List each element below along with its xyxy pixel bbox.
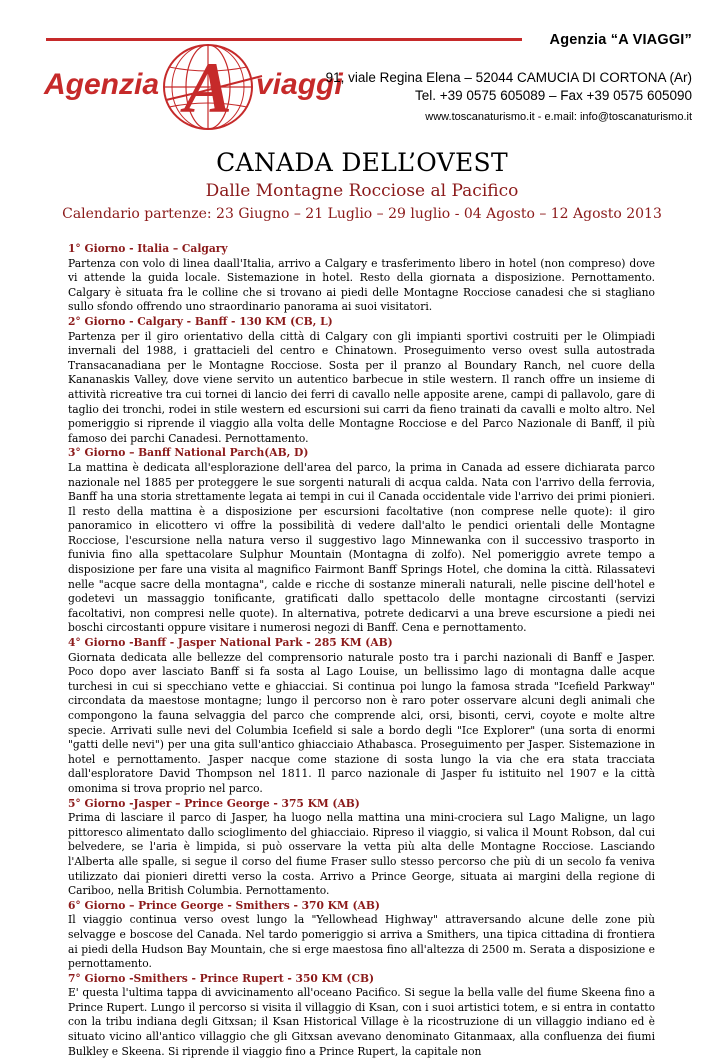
day-title: 4° Giorno -Banff - Jasper National Park - 285 KM (AB)	[68, 636, 393, 650]
itinerary-day	[68, 242, 655, 315]
departure-calendar: Calendario partenze: 23 Giugno – 21 Luglio – 29 luglio - 04 Agosto – 12 Agosto 2013	[62, 206, 662, 222]
itinerary	[68, 242, 655, 1059]
day-description: Prima di lasciare il parco di Jasper, ha luogo nella mattina una mini-crociera sul Lago Maligne, un lago pittoresco alimentato dallo scioglimento del ghiacciaio. Ripreso il viaggio, si valica il Mount Robson, dal cui belvedere, se l'aria è limpida, si può osservare la vetta più alta delle Montagne Rocciose. Lasciando l'Alberta alle spalle, si segue il corso del fiume Fraser sullo stesso percorso che più di un secolo fa veniva utilizzato dai pionieri diretti verso la costa. Arrivo a Prince George, situata ai margini della regione di Cariboo, nella British Columbia. Pernottamento.	[68, 811, 655, 898]
day-description: Giornata dedicata alle bellezze del comprensorio naturale posto tra i parchi nazionali di Banff e Jasper. Poco dopo aver lasciato Banff si fa sosta al Lago Louise, un bellissimo lago di montagna dalle acque turchesi in cui si specchiano vette e ghiacciai. Si continua poi lungo la famosa strada "Icefield Parkway" circondata da maestose montagne; lungo il percorso non è raro poter osservare alcuni degli animali che compongono la fauna selvaggia del parco che comprende alci, orsi, bisonti, cervi, coyote e molte altre specie. Arrivati sulle nevi del Columbia Icefield si sale a bordo degli "Ice Explorer" (una sorta di enormi "gatti delle nevi") per una gita sull'antico ghiacciaio Athabasca. Proseguimento per Jasper. Sistemazione in hotel e pernottamento. Jasper nacque come stazione di sosta lungo la via che era stata tracciata dall'esploratore David Thompson nel 1811. Il parco nazionale di Jasper fu istituito nel 1907 e la città omonima si trova proprio nel parco.	[68, 650, 655, 795]
agency-address: 91, viale Regina Elena – 52044 CAMUCIA DI CORTONA (Ar)	[325, 70, 692, 85]
day-description: Partenza con volo di linea daall'Italia, arrivo a Calgary e trasferimento libero in hotel (non compreso) dove vi attende la guida locale. Sistemazione in hotel. Resto della giornata a disposizione. Pernottamento. Calgary è situata fra le colline che si trovano ai piedi delle Montagne Rocciose canadesi che si stagliano sullo sfondo offrendo uno straordinario panorama ai suoi visitatori.	[68, 256, 655, 314]
itinerary-day	[68, 315, 655, 446]
day-description: La mattina è dedicata all'esplorazione dell'area del parco, la prima in Canada ad essere dichiarata parco nazionale nel 1885 per proteggere le sue sorgenti naturali di acqua calda. Nata con l'arrivo della ferrovia, Banff ha una storia strettamente legata ai tempi in cui il Canada occidentale vide l'arrivo dei primi pionieri. Il resto della mattina è a disposizione per escursioni facoltative (non comprese nelle quote): il giro panoramico in elicottero vi offre la possibilità di vedere dall'alto le pendici orientali delle Montagne Rocciose, l'escursione nella natura verso il suggestivo lago Minnewanka con il successivo trasporto in funivia fino alla spettacolare Sulphur Mountain (Montagna di zolfo). Nel pomeriggio avrete tempo a disposizione per fare una visita al magnifico Fairmont Banff Springs Hotel, che domina la città. Rilassatevi nelle "acque sacre della montagna", calde e ricche di sostanze minerali naturali, nelle piscine dell'hotel e godetevi un massaggio tonificante, gratificati dallo spettacolo delle montagne circostanti (servizi facoltativi, non compresi nelle quote). In alternativa, potrete dedicarvi a una breve escursione a piedi nei boschi circostanti oppure visitare i numerosi negozi di Banff. Cena e pernottamento.	[68, 460, 655, 635]
logo-letter: A	[183, 48, 233, 128]
logo-word-left: Agenzia	[44, 68, 160, 101]
day-title: 5° Giorno -Jasper – Prince George - 375 KM (AB)	[68, 796, 360, 810]
day-title: 1° Giorno - Italia – Calgary	[68, 242, 228, 255]
itinerary-day	[68, 797, 655, 899]
agency-logo	[38, 42, 368, 132]
day-description: Partenza per il giro orientativo della città di Calgary con gli impianti sportivi costruiti per le Olimpiadi invernali del 1988, i grattacieli del centro e Chinatown. Proseguimento verso ovest sulla autostrada Transacanadiana per le Montagne Rocciose. Sosta per il pranzo al Boundary Ranch, nel cuore della Kananaskis Valley, dove viene servito un autentico barbecue in stile western. Il ranch offre un insieme di attività ricreative tra cui tornei di lancio dei ferri di cavallo nelle apposite arene, campi di pallavolo, gare di taglio dei tronchi, rodei in stile western ed escursioni sui carri da fieno trainati da cavalli e molto altro. Nel pomeriggio si riprende il viaggio alla volta delle Montagne Rocciose e del Parco Nazionale di Banff, il più famoso dei parchi Canadesi. Pernottamento.	[68, 329, 655, 445]
day-description: E' questa l'ultima tappa di avvicinamento all'oceano Pacifico. Si segue la bella valle del fiume Skeena fino a Prince Rupert. Lungo il percorso si visita il villaggio di Ksan, con i suoi artistici totem, e si entra in contatto con la tribu indiana degli Gitxsan; il Ksan Historical Village è la ricostruzione di un villaggio indiano ed è situato vicino all'antico villaggio che gli Gitxsan avevano denominato Gitanmaax, alla confluenza dei fiumi Bulkley e Skeena. Si riprende il viaggio fino a Prince Rupert, la capitale non	[68, 986, 655, 1058]
itinerary-day	[68, 899, 655, 972]
page-subtitle: Dalle Montagne Rocciose al Pacifico	[205, 181, 519, 201]
day-title: 6° Giorno – Prince George - Smithers - 370 KM (AB)	[68, 898, 380, 912]
itinerary-day	[68, 972, 655, 1059]
day-description: Il viaggio continua verso ovest lungo la "Yellowhead Highway" attraversando alcune delle zone più selvagge e boscose del Canada. Nel tardo pomeriggio si arriva a Smithers, una tipica cittadina di frontiera ai piedi della Hudson Bay Mountain, che si erge maestosa fino all'altezza di 2500 m. Serata a disposizione e pernottamento.	[68, 913, 655, 971]
day-title: 3° Giorno – Banff National Parch(AB, D)	[68, 446, 309, 460]
day-title: 2° Giorno - Calgary - Banff - 130 KM (CB, L)	[68, 314, 333, 328]
page-title: CANADA DELL’OVEST	[216, 148, 508, 177]
itinerary-day	[68, 636, 655, 797]
agency-name: Agenzia “A VIAGGI”	[549, 32, 692, 48]
logo-word-right: viaggi	[256, 68, 343, 101]
agency-phone: Tel. +39 0575 605089 – Fax +39 0575 605090	[415, 88, 692, 103]
agency-web: www.toscanaturismo.it - e.mail: info@toscanaturismo.it	[425, 111, 692, 123]
header-rule	[46, 38, 522, 41]
itinerary-day	[68, 446, 655, 636]
day-title: 7° Giorno -Smithers - Prince Rupert - 350 KM (CB)	[68, 971, 375, 985]
